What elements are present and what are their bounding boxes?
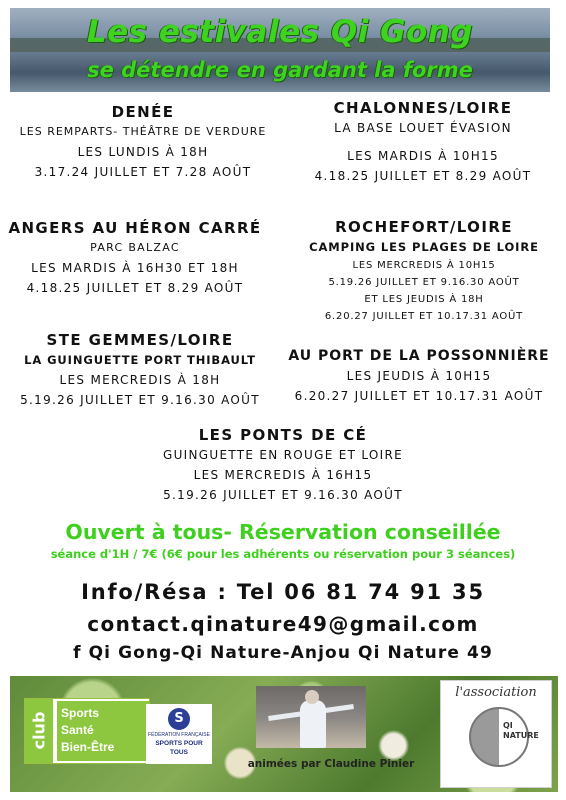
venue-dates: 4.18.25 JUILLET ET 8.29 AOÛT	[26, 281, 244, 295]
association-logo	[440, 680, 552, 788]
venue-title: DENÉE	[111, 103, 175, 121]
venue-day: LES MERCREDIS À 18H	[59, 373, 221, 387]
venue-rochefort	[285, 217, 563, 325]
venue-possonniere	[278, 346, 560, 406]
ffsp-logo	[146, 704, 212, 764]
venue-chalonnes	[288, 98, 558, 186]
venue-day: LES JEUDIS À 10H15	[346, 369, 492, 383]
venue-title: AU PORT DE LA POSSONNIÈRE	[288, 348, 550, 364]
venue-day-2: ET LES JEUDIS À 18H	[364, 294, 484, 305]
venue-denee	[8, 102, 278, 182]
price-info: séance d'1H / 7€ (6€ pour les adhérents ou réservation pour 3 séances)	[50, 547, 516, 561]
venue-angers	[0, 218, 270, 298]
instructor-caption: animées par Claudine Pinier	[247, 758, 415, 770]
venue-ponts-de-ce	[140, 425, 426, 505]
venue-day: LES MERCREDIS À 16H15	[193, 468, 373, 482]
venue-place: LA GUINGUETTE PORT THIBAULT	[24, 353, 256, 367]
venue-dates: 5.19.26 JUILLET ET 9.16.30 AOÛT	[163, 488, 403, 502]
venue-dates: 3.17.24 JUILLET ET 7.28 AOÛT	[34, 165, 252, 179]
photo-head	[305, 690, 319, 704]
club-line-sante: Santé	[61, 723, 94, 737]
association-title: l'association	[455, 685, 537, 700]
venue-day: LES MERCREDIS À 10H15	[352, 260, 496, 271]
page-subtitle: se détendre en gardant la forme	[87, 58, 473, 82]
email-line: contact.qinature49@gmail.com	[87, 612, 479, 636]
open-to-all-heading: Ouvert à tous- Réservation conseillée	[65, 520, 501, 544]
club-line-bien-etre: Bien-Être	[61, 740, 115, 754]
ffsp-federation-label: FÉDÉRATION FRANÇAISE	[148, 732, 210, 738]
association-name-qi: QI	[503, 721, 513, 730]
venue-dates: 4.18.25 JUILLET ET 8.29 AOÛT	[314, 169, 532, 183]
venue-place: LES REMPARTS- THÉÂTRE DE VERDURE	[19, 125, 267, 138]
venue-title: ROCHEFORT/LOIRE	[335, 218, 513, 236]
venue-place: LA BASE LOUET ÉVASION	[334, 121, 512, 135]
venue-day: LES MARDIS À 10H15	[347, 149, 499, 163]
ffsp-name-label: SPORTS POUR TOUS	[155, 740, 203, 756]
phone-line: Info/Résa : Tel 06 81 74 91 35	[81, 580, 485, 604]
ffsp-mark-icon: S	[168, 708, 190, 730]
instructor-photo	[256, 686, 366, 748]
venue-ste-gemmes	[0, 330, 280, 410]
venue-day: LES MARDIS À 16H30 ET 18H	[31, 261, 239, 275]
club-word: club	[29, 711, 49, 750]
club-sports-sante-logo	[24, 698, 150, 764]
facebook-line: f Qi Gong-Qi Nature-Anjou Qi Nature 49	[73, 643, 493, 663]
venue-place: GUINGUETTE EN ROUGE ET LOIRE	[162, 448, 404, 462]
header-banner	[10, 8, 550, 92]
club-line-sports: Sports	[61, 706, 100, 720]
venue-place: CAMPING LES PLAGES DE LOIRE	[309, 240, 539, 254]
club-text-block	[57, 701, 149, 761]
footer-band	[10, 676, 558, 792]
association-name	[503, 721, 539, 741]
venue-title: LES PONTS DE CÉ	[198, 426, 368, 444]
venue-title: STE GEMMES/LOIRE	[46, 331, 234, 349]
page-title: Les estivales Qi Gong	[86, 14, 474, 50]
venue-day: LES LUNDIS À 18H	[77, 145, 209, 159]
photo-person	[300, 700, 326, 748]
venue-title: ANGERS AU HÉRON CARRÉ	[8, 219, 262, 237]
venue-dates: 6.20.27 JUILLET ET 10.17.31 AOÛT	[294, 389, 544, 403]
venue-dates: 5.19.26 JUILLET ET 9.16.30 AOÛT	[20, 393, 260, 407]
venue-place: PARC BALZAC	[90, 241, 180, 254]
venue-dates-2: 6.20.27 JUILLET ET 10.17.31 AOÛT	[324, 311, 524, 322]
association-name-nature: NATURE	[503, 731, 539, 740]
venue-dates: 5.19.26 JUILLET ET 9.16.30 AOÛT	[328, 277, 520, 288]
venue-title: CHALONNES/LOIRE	[333, 99, 513, 117]
